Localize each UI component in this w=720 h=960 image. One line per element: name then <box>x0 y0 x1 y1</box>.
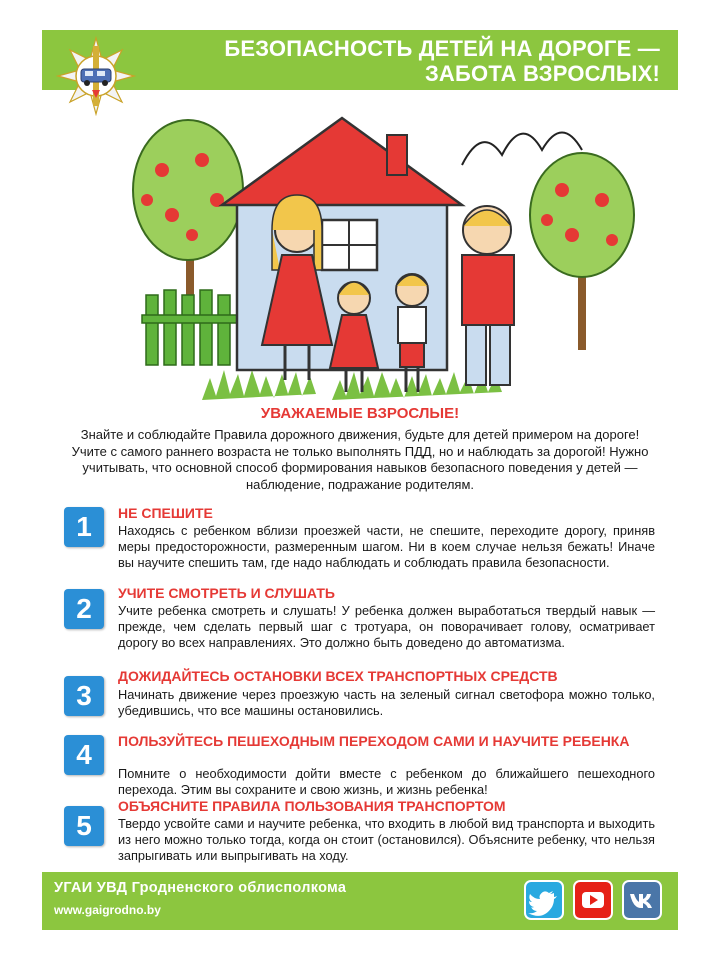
organization-name: УГАИ УВД Гродненского облисполкома <box>54 880 347 896</box>
twitter-bird-icon <box>524 880 564 920</box>
youtube-icon[interactable] <box>573 880 613 920</box>
twitter-icon[interactable] <box>524 880 564 920</box>
rule-number-badge: 5 <box>64 806 104 846</box>
rule-heading: УЧИТЕ СМОТРЕТЬ И СЛУШАТЬ <box>118 585 335 601</box>
intro-heading: УВАЖАЕМЫЕ ВЗРОСЛЫЕ! <box>260 405 460 422</box>
rule-text: Учите ребенка смотреть и слушать! У ребенка должен выработаться твердый навык — прежде, чем сделать первый шаг с тротуара, он поворачивает голову, осматривает дорогу во всех направлениях. Это должно быть доведено до автоматизма. <box>118 603 655 650</box>
title-line-1: БЕЗОПАСНОСТЬ ДЕТЕЙ НА ДОРОГЕ — <box>224 36 660 61</box>
rule-number-badge: 2 <box>64 589 104 629</box>
rule-text: Начинать движение через проезжую часть на зеленый сигнал светофора можно только, убедившись, что все машины остановились. <box>118 687 655 718</box>
rule-text: Помните о необходимости дойти вместе с ребенком до ближайшего пешеходного перехода. Этим вы сохраните и свою жизнь, и жизнь ребенка! <box>118 766 655 797</box>
vk-logo-icon <box>622 880 662 920</box>
grass-decoration <box>202 370 502 400</box>
intro-text: Знайте и соблюдайте Правила дорожного движения, будьте для детей примером на дороге! Учите с самого раннего возраста не только выполнять ПДД, но и наблюдать за дорогой! Нужно учитывать, что основной способ формирования навыков безопасного поведения у детей — наблюдение, подражание родителям. <box>71 427 649 492</box>
family-house-illustration <box>42 100 678 400</box>
header-banner <box>42 30 678 90</box>
website-link[interactable]: www.gaigrodno.by <box>54 903 161 917</box>
youtube-play-icon <box>573 880 613 920</box>
rule-heading: НЕ СПЕШИТЕ <box>118 505 213 521</box>
boy-figure <box>396 274 428 392</box>
footer-banner <box>42 872 678 930</box>
vk-icon[interactable] <box>622 880 662 920</box>
rule-heading: ДОЖИДАЙТЕСЬ ОСТАНОВКИ ВСЕХ ТРАНСПОРТНЫХ СРЕДСТВ <box>118 668 558 684</box>
rule-heading: ОБЪЯСНИТЕ ПРАВИЛА ПОЛЬЗОВАНИЯ ТРАНСПОРТОМ <box>118 798 506 814</box>
rule-number-badge: 4 <box>64 735 104 775</box>
title-line-2: ЗАБОТА ВЗРОСЛЫХ! <box>424 61 660 86</box>
rule-number-badge: 3 <box>64 676 104 716</box>
rule-number-badge: 1 <box>64 507 104 547</box>
rule-heading: ПОЛЬЗУЙТЕСЬ ПЕШЕХОДНЫМ ПЕРЕХОДОМ САМИ И НАУЧИТЕ РЕБЕНКА <box>118 733 630 749</box>
page-title <box>180 36 660 86</box>
rule-text: Находясь с ребенком вблизи проезжей части, не спешите, переходите дорогу, приняв меры предосторожности, размеренным шагом. Ни в коем случае нельзя бежать! Иначе вы научите спешить там, где надо наблюдать и соблюдать правила безопасности. <box>118 523 655 570</box>
father-figure <box>462 206 514 385</box>
poster <box>42 30 678 930</box>
rule-text: Твердо усвойте сами и научите ребенка, что входить в любой вид транспорта и выходить из него можно только тогда, когда он стоит (остановился). Объясните ребенку, что нельзя запрыгивать или выпрыгивать на ходу. <box>118 816 655 863</box>
green-fence <box>142 290 237 365</box>
